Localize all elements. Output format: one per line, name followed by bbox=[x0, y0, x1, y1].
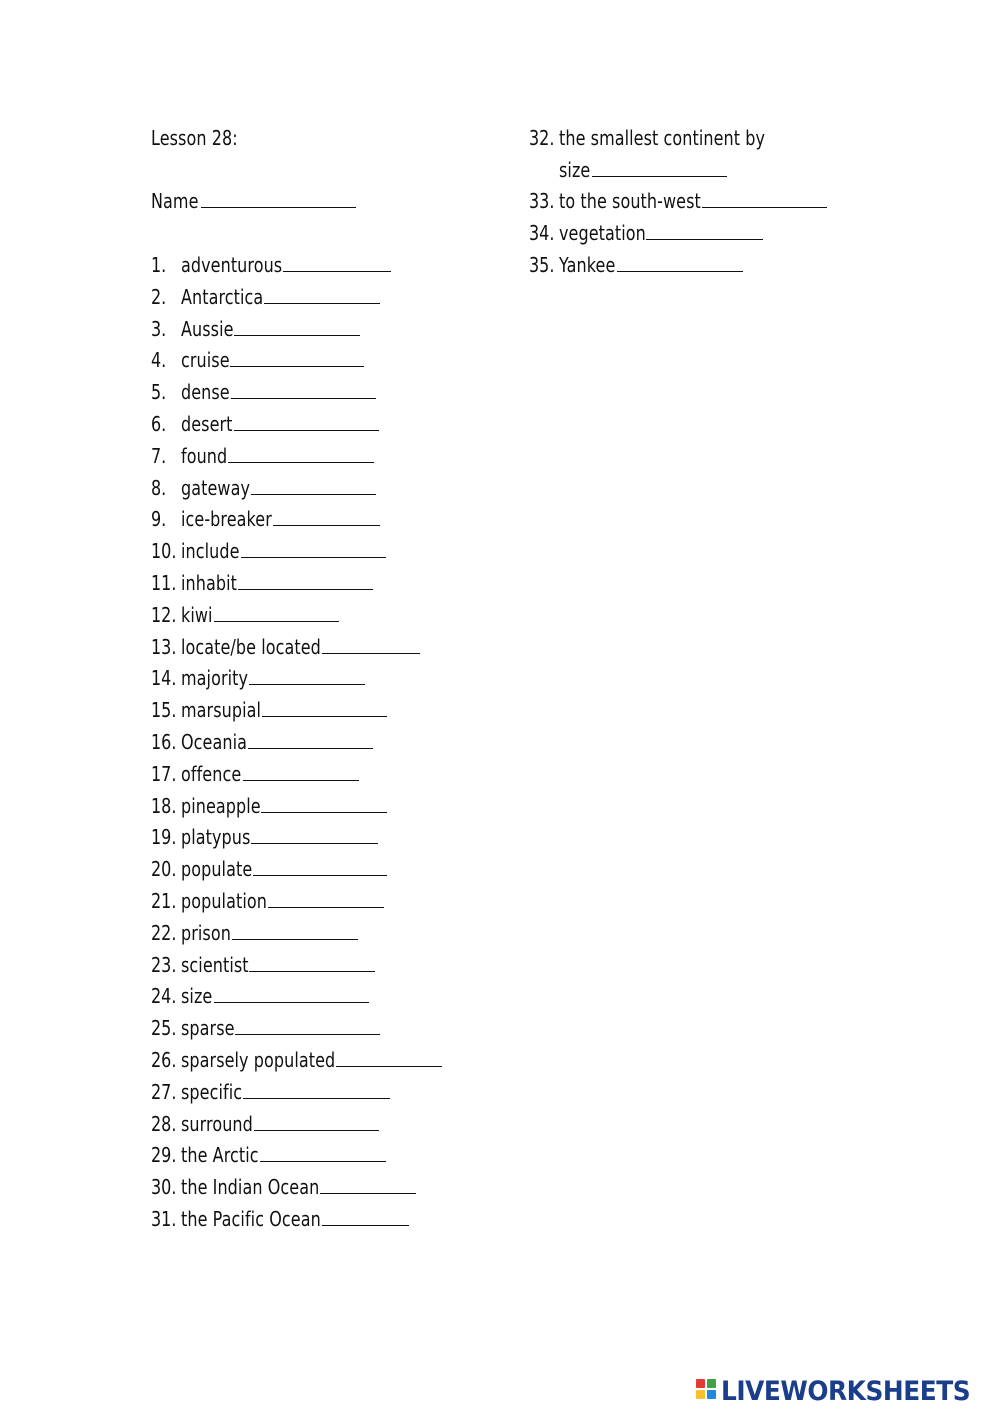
vocab-item bbox=[181, 762, 359, 786]
item-number: 11. bbox=[151, 571, 177, 595]
vocab-item bbox=[181, 571, 373, 595]
vocab-item bbox=[181, 857, 387, 881]
answer-blank[interactable] bbox=[228, 444, 374, 463]
answer-blank[interactable] bbox=[234, 317, 360, 336]
lesson-title: Lesson 28: bbox=[151, 126, 238, 150]
item-number: 12. bbox=[151, 603, 177, 627]
vocab-item bbox=[181, 507, 380, 531]
liveworksheets-logo-icon bbox=[696, 1379, 718, 1403]
answer-blank[interactable] bbox=[646, 221, 763, 240]
vocab-word: adventurous bbox=[181, 253, 283, 277]
vocab-word: population bbox=[181, 889, 267, 913]
item-number: 25. bbox=[151, 1016, 177, 1040]
liveworksheets-logo-text: LIVEWORKSHEETS bbox=[721, 1375, 971, 1407]
answer-blank[interactable] bbox=[248, 730, 373, 749]
answer-blank[interactable] bbox=[241, 539, 386, 558]
vocab-item bbox=[181, 984, 369, 1008]
vocab-item bbox=[181, 889, 384, 913]
vocab-word: Aussie bbox=[181, 317, 234, 341]
item-number: 30. bbox=[151, 1175, 177, 1199]
vocab-word: vegetation bbox=[559, 221, 646, 245]
vocab-word: majority bbox=[181, 666, 249, 690]
vocab-item bbox=[181, 1080, 390, 1104]
vocab-word: Oceania bbox=[181, 730, 247, 754]
item-number: 16. bbox=[151, 730, 177, 754]
vocab-word: specific bbox=[181, 1080, 243, 1104]
vocab-item bbox=[559, 253, 743, 277]
answer-blank[interactable] bbox=[243, 1080, 390, 1099]
name-field[interactable] bbox=[151, 189, 356, 213]
item-number: 24. bbox=[151, 984, 177, 1008]
vocab-item bbox=[181, 953, 375, 977]
item-number: 5. bbox=[151, 380, 167, 404]
answer-blank[interactable] bbox=[336, 1048, 442, 1067]
vocab-word: size bbox=[559, 158, 591, 182]
item-number: 9. bbox=[151, 507, 167, 531]
item-number: 28. bbox=[151, 1112, 177, 1136]
item-number: 7. bbox=[151, 444, 167, 468]
answer-blank[interactable] bbox=[260, 1143, 386, 1162]
vocab-item bbox=[559, 221, 763, 245]
vocab-item bbox=[559, 189, 827, 213]
vocab-word: scientist bbox=[181, 953, 249, 977]
liveworksheets-logo bbox=[696, 1377, 992, 1405]
answer-blank[interactable] bbox=[253, 857, 387, 876]
vocab-item bbox=[181, 921, 358, 945]
answer-blank[interactable] bbox=[231, 380, 376, 399]
vocab-item bbox=[181, 444, 374, 468]
answer-blank[interactable] bbox=[322, 1207, 409, 1226]
vocab-item bbox=[181, 317, 360, 341]
vocab-item bbox=[181, 348, 364, 372]
answer-blank[interactable] bbox=[238, 571, 373, 590]
vocab-word: sparsely populated bbox=[181, 1048, 336, 1072]
answer-blank[interactable] bbox=[262, 698, 387, 717]
vocab-item bbox=[181, 698, 387, 722]
vocab-item bbox=[181, 730, 373, 754]
vocab-word: prison bbox=[181, 921, 231, 945]
item-number: 26. bbox=[151, 1048, 177, 1072]
vocab-item bbox=[181, 380, 376, 404]
vocab-item bbox=[181, 253, 391, 277]
vocab-word: ice-breaker bbox=[181, 507, 272, 531]
vocab-word: found bbox=[181, 444, 228, 468]
vocab-item bbox=[181, 1016, 380, 1040]
item-number: 18. bbox=[151, 794, 177, 818]
item-number: 14. bbox=[151, 666, 177, 690]
vocab-word: the Pacific Ocean bbox=[181, 1207, 321, 1231]
vocab-word: the Arctic bbox=[181, 1143, 259, 1167]
answer-blank[interactable] bbox=[214, 603, 339, 622]
vocab-item bbox=[181, 285, 380, 309]
vocab-word: Antarctica bbox=[181, 285, 264, 309]
item-number: 3. bbox=[151, 317, 167, 341]
vocab-word: the Indian Ocean bbox=[181, 1175, 320, 1199]
item-number: 15. bbox=[151, 698, 177, 722]
item-number: 1. bbox=[151, 253, 167, 277]
vocab-item bbox=[181, 1175, 416, 1199]
item-number: 2. bbox=[151, 285, 167, 309]
vocab-item bbox=[181, 1112, 379, 1136]
vocab-item bbox=[181, 476, 376, 500]
vocab-word: pineapple bbox=[181, 794, 261, 818]
answer-blank[interactable] bbox=[268, 889, 384, 908]
answer-blank[interactable] bbox=[232, 921, 358, 940]
vocab-word: Yankee bbox=[559, 253, 616, 277]
vocab-word: offence bbox=[181, 762, 242, 786]
answer-blank[interactable] bbox=[251, 476, 376, 495]
vocab-item bbox=[181, 539, 386, 563]
vocab-item bbox=[181, 794, 387, 818]
vocab-item bbox=[181, 1048, 442, 1072]
answer-blank[interactable] bbox=[322, 635, 420, 654]
vocab-item bbox=[181, 412, 379, 436]
item-number: 13. bbox=[151, 635, 177, 659]
vocab-word: kiwi bbox=[181, 603, 213, 627]
item-number: 34. bbox=[529, 221, 555, 245]
item-number: 20. bbox=[151, 857, 177, 881]
vocab-item bbox=[181, 666, 365, 690]
answer-blank[interactable] bbox=[249, 953, 375, 972]
vocab-word: surround bbox=[181, 1112, 253, 1136]
item-number: 23. bbox=[151, 953, 177, 977]
vocab-word: desert bbox=[181, 412, 233, 436]
item-number: 10. bbox=[151, 539, 177, 563]
vocab-item bbox=[559, 126, 817, 150]
vocab-item bbox=[181, 825, 378, 849]
answer-blank[interactable] bbox=[254, 1112, 379, 1131]
vocab-word: locate/be located bbox=[181, 635, 321, 659]
vocab-word: size bbox=[181, 984, 213, 1008]
vocab-item bbox=[181, 1143, 386, 1167]
answer-blank[interactable] bbox=[230, 348, 364, 367]
answer-blank[interactable] bbox=[273, 507, 380, 526]
vocab-word: sparse bbox=[181, 1016, 235, 1040]
item-number: 29. bbox=[151, 1143, 177, 1167]
item-number: 33. bbox=[529, 189, 555, 213]
item-number: 35. bbox=[529, 253, 555, 277]
item-number: 32. bbox=[529, 126, 555, 150]
name-blank[interactable] bbox=[201, 189, 356, 208]
vocab-item bbox=[181, 603, 339, 627]
vocab-item-continuation bbox=[559, 158, 727, 182]
item-number: 31. bbox=[151, 1207, 177, 1231]
vocab-item bbox=[181, 635, 420, 659]
item-number: 19. bbox=[151, 825, 177, 849]
vocab-word: gateway bbox=[181, 476, 250, 500]
vocab-word: include bbox=[181, 539, 240, 563]
item-number: 17. bbox=[151, 762, 177, 786]
answer-blank[interactable] bbox=[264, 285, 380, 304]
vocab-word: to the south-west bbox=[559, 189, 701, 213]
answer-blank[interactable] bbox=[251, 825, 378, 844]
answer-blank[interactable] bbox=[243, 762, 359, 781]
vocab-item bbox=[181, 1207, 409, 1231]
item-number: 22. bbox=[151, 921, 177, 945]
name-label: Name bbox=[151, 189, 199, 213]
answer-blank[interactable] bbox=[249, 666, 365, 685]
answer-blank[interactable] bbox=[617, 253, 743, 272]
answer-blank[interactable] bbox=[320, 1175, 416, 1194]
vocab-word: populate bbox=[181, 857, 253, 881]
answer-blank[interactable] bbox=[261, 794, 387, 813]
answer-blank[interactable] bbox=[214, 984, 369, 1003]
item-number: 8. bbox=[151, 476, 167, 500]
item-number: 21. bbox=[151, 889, 177, 913]
answer-blank[interactable] bbox=[702, 189, 827, 208]
vocab-word: platypus bbox=[181, 825, 251, 849]
vocab-word: cruise bbox=[181, 348, 230, 372]
vocab-word: the smallest continent by bbox=[559, 126, 766, 150]
vocab-word: dense bbox=[181, 380, 230, 404]
answer-blank[interactable] bbox=[235, 1016, 380, 1035]
answer-blank[interactable] bbox=[283, 253, 391, 272]
item-number: 27. bbox=[151, 1080, 177, 1104]
answer-blank[interactable] bbox=[592, 158, 727, 177]
item-number: 6. bbox=[151, 412, 167, 436]
answer-blank[interactable] bbox=[234, 412, 379, 431]
vocab-word: inhabit bbox=[181, 571, 237, 595]
item-number: 4. bbox=[151, 348, 167, 372]
vocab-word: marsupial bbox=[181, 698, 262, 722]
